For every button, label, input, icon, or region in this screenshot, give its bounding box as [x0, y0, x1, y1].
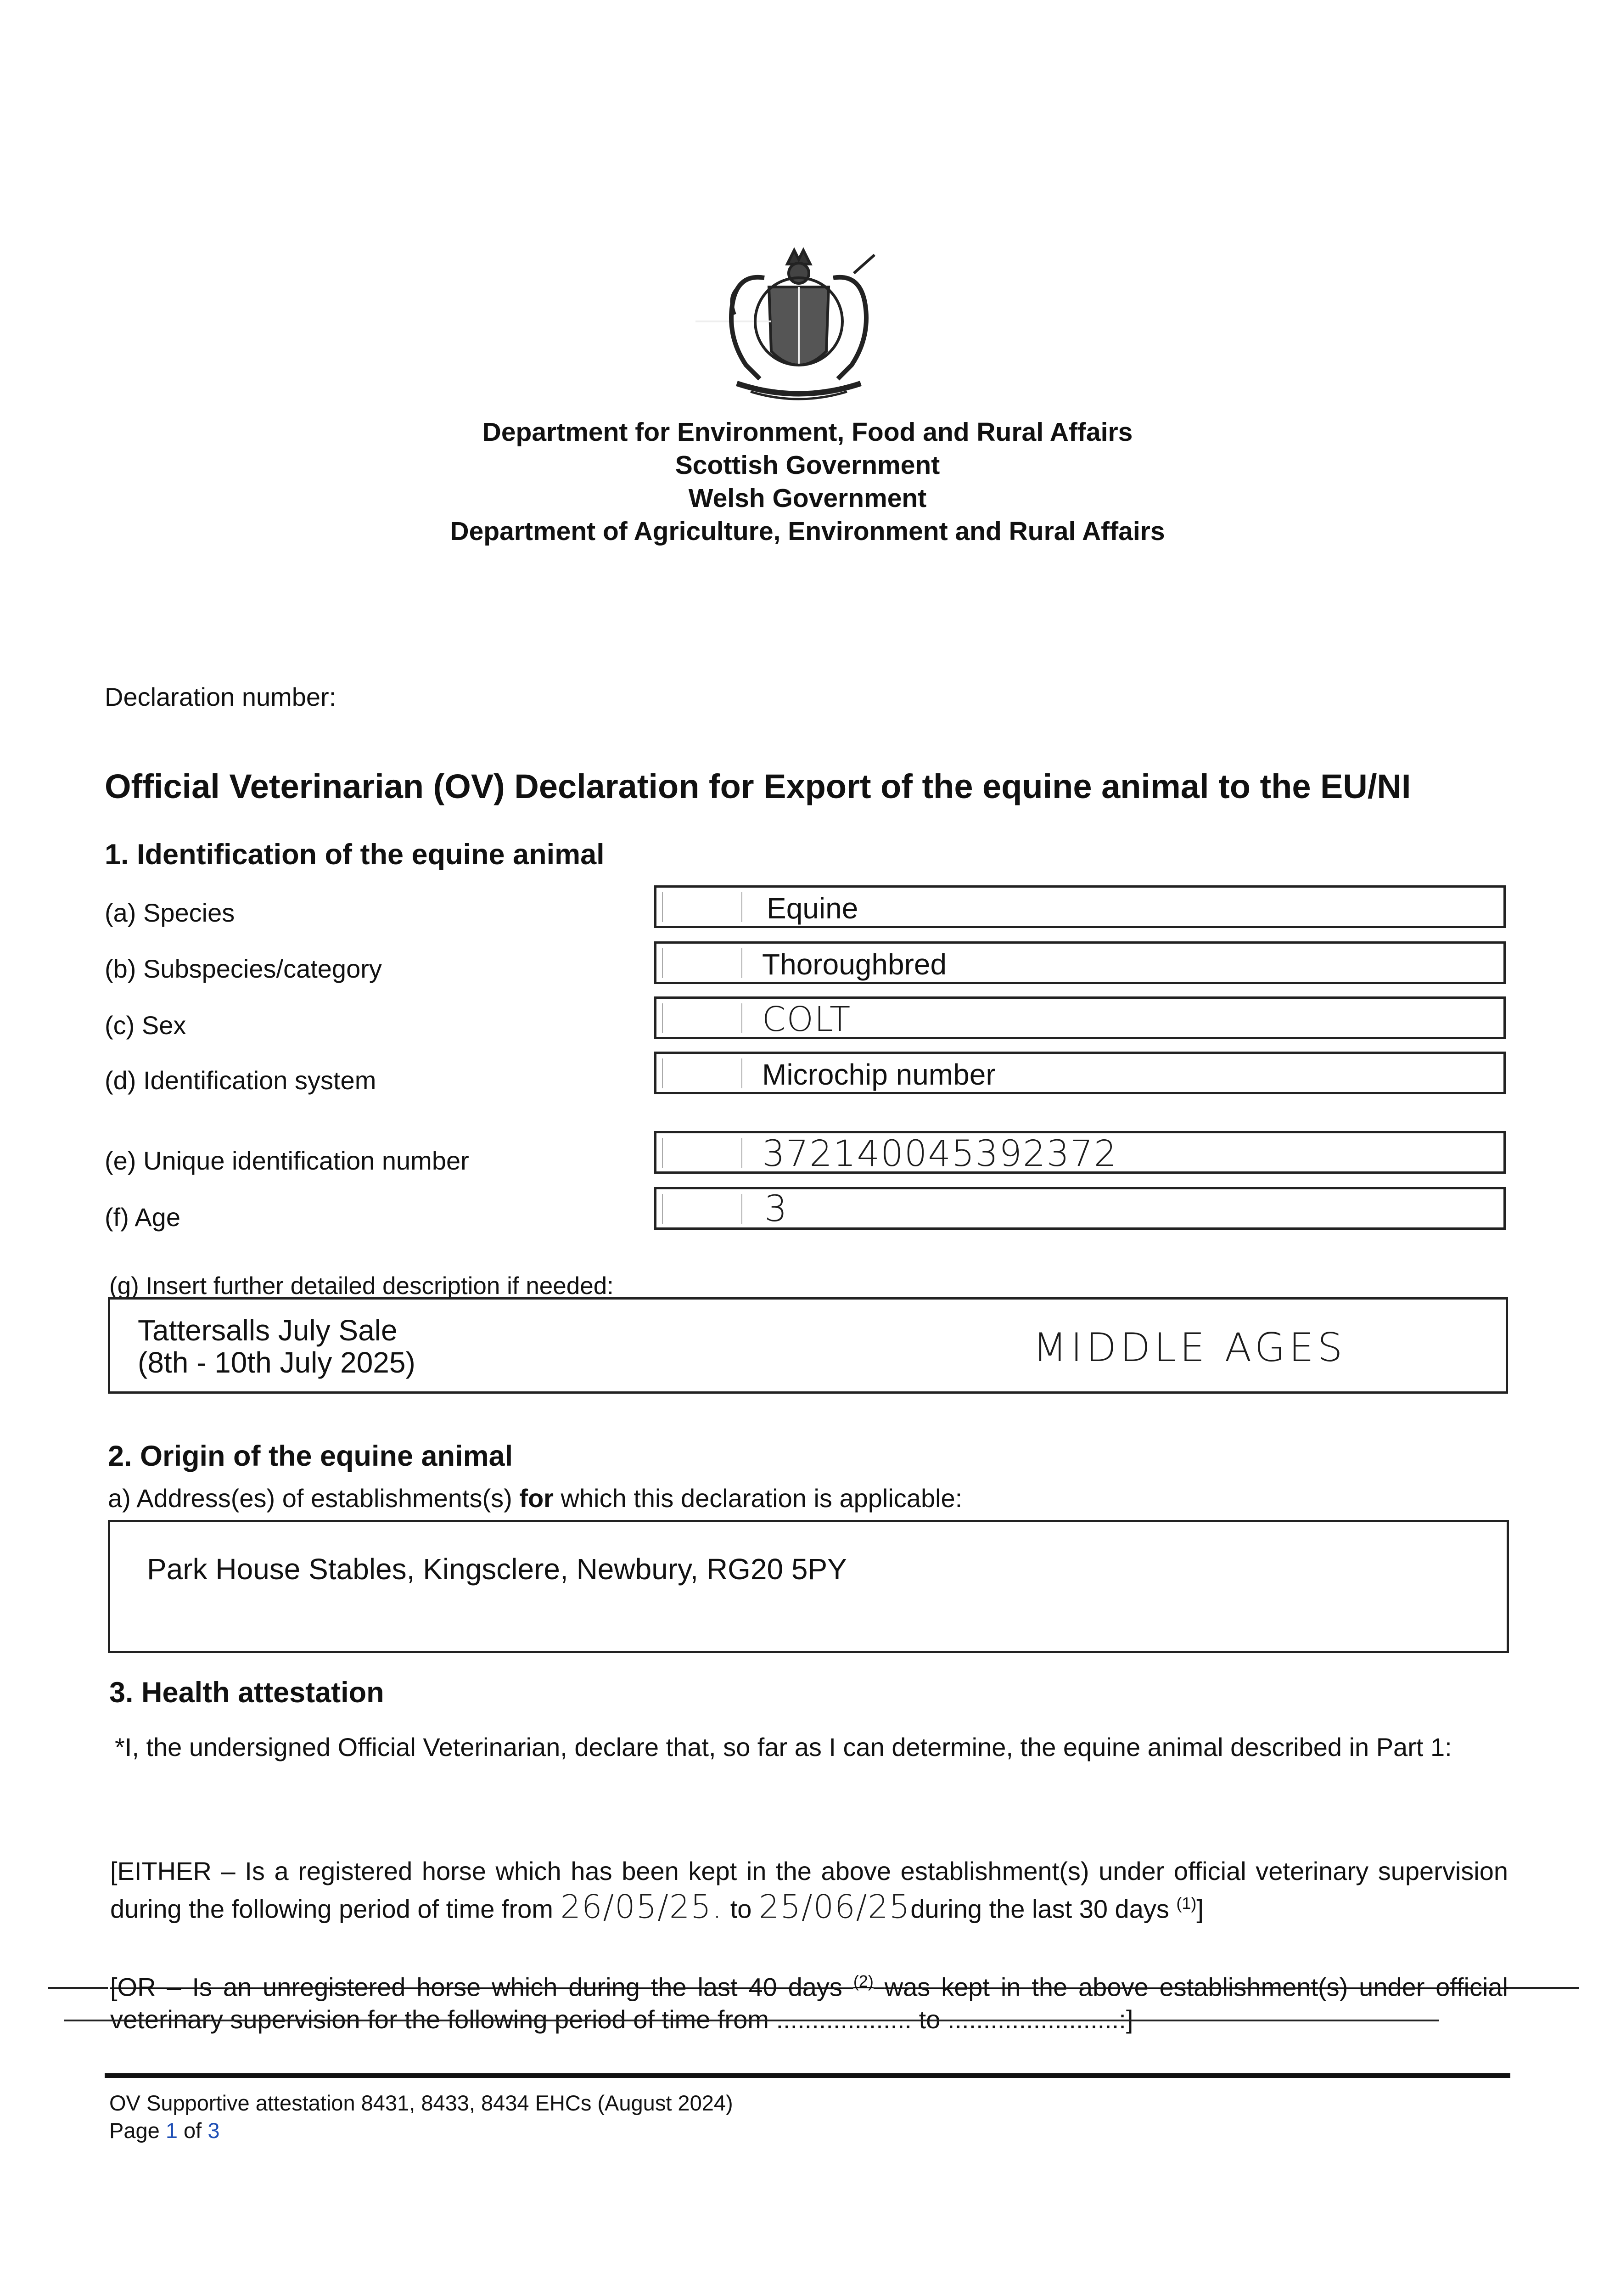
identification-system-field[interactable]	[654, 1052, 1506, 1094]
section-2-heading: 2. Origin of the equine animal	[108, 1440, 513, 1472]
either-from-date: 26/05/25.	[560, 1888, 723, 1926]
age-value: 3	[764, 1188, 788, 1230]
further-description-field[interactable]	[108, 1297, 1508, 1394]
sex-label: (c) Sex	[105, 1011, 186, 1040]
footer-form-reference: OV Supportive attestation 8431, 8433, 8434 EHCs (August 2024)	[109, 2091, 733, 2115]
royal-coat-of-arms-icon	[695, 246, 902, 406]
department-line: Scottish Government	[675, 450, 940, 480]
species-field[interactable]	[654, 885, 1506, 928]
sex-value: COLT	[762, 1000, 852, 1039]
declaration-number-label: Declaration number:	[105, 682, 336, 711]
department-line: Welsh Government	[688, 484, 927, 513]
attestation-intro: *I, the undersigned Official Veterinarian, declare that, so far as I can determine, the equine animal described in Part 1:	[115, 1733, 1452, 1761]
sex-field[interactable]	[654, 996, 1506, 1039]
or-clause: [OR – Is an unregistered horse which during the last 40 days $^{(2)}$ was kept in the above establishment(s) under official veterinary supervision for the following period of time from ................... to ........................:]	[110, 1972, 1508, 2034]
age-label: (f) Age	[105, 1203, 180, 1232]
department-line: Department of Agriculture, Environment and Rural Affairs	[450, 517, 1165, 546]
issuing-departments	[0, 416, 1615, 548]
footer-rule	[105, 2073, 1510, 2078]
address-label: a) Address(es) of establishments(s) for which this declaration is applicable:	[108, 1484, 963, 1513]
species-label: (a) Species	[105, 898, 235, 927]
subspecies-field[interactable]	[654, 941, 1506, 984]
document-title: Official Veterinarian (OV) Declaration for Export of the equine animal to the EU/NI	[105, 767, 1411, 805]
unique-id-value: 372140045392372	[762, 1133, 1118, 1175]
department-line: Department for Environment, Food and Rural Affairs	[482, 417, 1133, 447]
section-1-heading: 1. Identification of the equine animal	[105, 838, 605, 871]
unique-id-field[interactable]	[654, 1131, 1506, 1174]
either-to-date: 25/06/25	[758, 1888, 911, 1926]
subspecies-label: (b) Subspecies/category	[105, 954, 382, 983]
further-description-label: (g) Insert further detailed description if needed:	[109, 1272, 614, 1300]
footer	[109, 2089, 733, 2144]
section-3-heading: 3. Health attestation	[109, 1677, 384, 1709]
page-number: Page 1 of 3	[109, 2118, 220, 2143]
address-field[interactable]	[108, 1520, 1509, 1653]
identification-system-value: Microchip number	[762, 1058, 996, 1091]
identification-system-label: (d) Identification system	[105, 1066, 376, 1095]
further-description-handwritten: MIDDLE AGES	[1033, 1325, 1346, 1371]
strike-line	[64, 2020, 1439, 2021]
either-clause: [EITHER – Is a registered horse which has been kept in the above establishment(s) under official veterinary supervision during the following period of time from 26/05/25. to 25/06/25during the last 30 days $^{(1)}$]	[110, 1857, 1508, 1926]
further-description-line: Tattersalls July Sale	[138, 1314, 398, 1347]
strike-line	[48, 1987, 108, 1989]
species-value: Equine	[767, 892, 858, 925]
further-description-line: (8th - 10th July 2025)	[138, 1346, 415, 1379]
address-value: Park House Stables, Kingsclere, Newbury, RG20 5PY	[147, 1553, 847, 1586]
age-field[interactable]	[654, 1187, 1506, 1230]
strike-line	[1506, 1987, 1579, 1989]
subspecies-value: Thoroughbred	[762, 948, 947, 981]
unique-id-label: (e) Unique identification number	[105, 1146, 469, 1175]
